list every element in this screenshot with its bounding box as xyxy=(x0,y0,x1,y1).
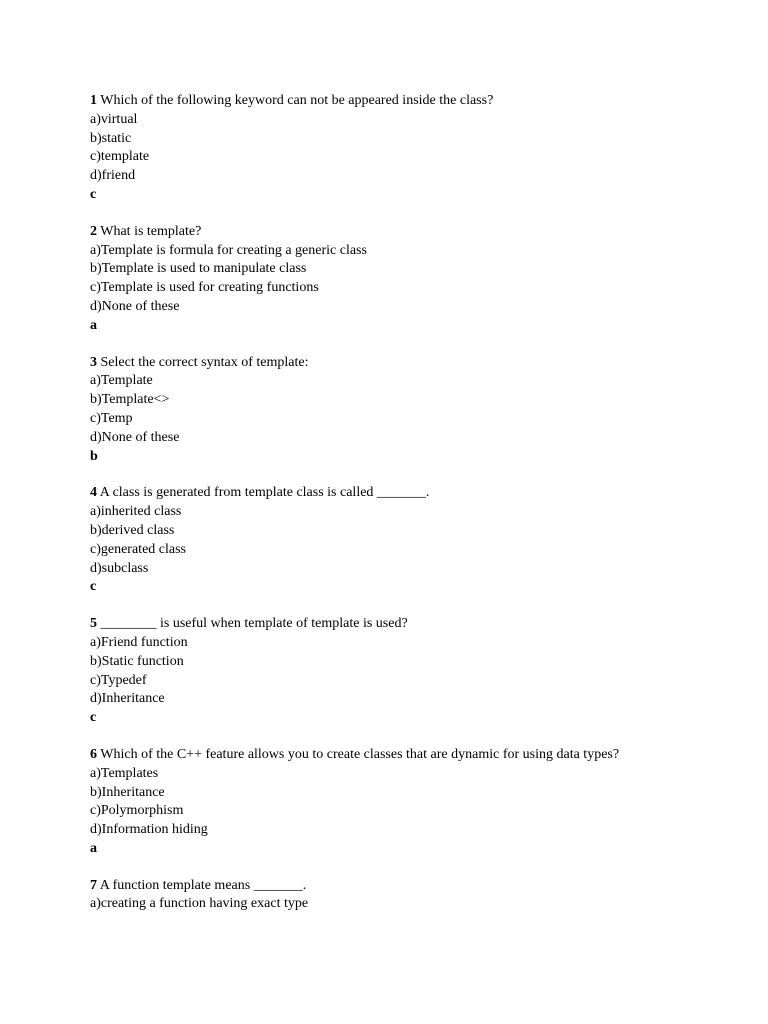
option-b: b)derived class xyxy=(90,522,175,538)
answer-key: c xyxy=(90,710,97,726)
question-line xyxy=(90,877,750,896)
question-number: 7 xyxy=(90,877,97,893)
option-b: b)Static function xyxy=(90,653,184,669)
question-number: 5 xyxy=(90,616,97,632)
question-text: Which of the following keyword can not be appeared inside the class? xyxy=(100,93,494,108)
option-c: c)Polymorphism xyxy=(90,803,184,819)
question-line xyxy=(90,746,750,765)
option-b: b)Template is used to manipulate class xyxy=(90,261,307,277)
question-number: 2 xyxy=(90,223,97,239)
option-c: c)Template is used for creating functions xyxy=(90,280,319,296)
option-d: d)None of these xyxy=(90,429,180,445)
answer-key: c xyxy=(90,186,97,202)
answer-key: c xyxy=(90,579,97,595)
option-d: d)friend xyxy=(90,168,136,184)
option-a: a)Template is formula for creating a generic class xyxy=(90,242,367,258)
answer-key: a xyxy=(90,317,97,333)
option-a: a)creating a function having exact type xyxy=(90,896,309,912)
option-d: d)None of these xyxy=(90,298,180,314)
option-b: b)Template<> xyxy=(90,392,170,408)
option-d: d)Information hiding xyxy=(90,822,208,838)
question-line xyxy=(90,92,750,111)
option-a: a)inherited class xyxy=(90,504,182,520)
question-line xyxy=(90,354,750,373)
question-5 xyxy=(90,615,750,728)
option-b: b)Inheritance xyxy=(90,784,165,800)
question-text: ________ is useful when template of template is used? xyxy=(100,616,408,632)
question-2 xyxy=(90,223,750,336)
document-page xyxy=(90,92,750,932)
question-1 xyxy=(90,92,750,205)
answer-key: b xyxy=(90,448,98,464)
question-number: 1 xyxy=(90,93,97,108)
question-text: A function template means _______. xyxy=(99,877,307,893)
option-b: b)static xyxy=(90,130,132,146)
option-c: c)Typedef xyxy=(90,672,147,688)
question-text: A class is generated from template class is called _______. xyxy=(99,485,430,501)
question-line xyxy=(90,615,750,634)
option-c: c)template xyxy=(90,149,150,165)
answer-key: a xyxy=(90,840,97,856)
option-a: a)virtual xyxy=(90,111,138,127)
question-number: 3 xyxy=(90,354,97,370)
question-4 xyxy=(90,484,750,597)
question-3 xyxy=(90,354,750,467)
question-text: What is template? xyxy=(100,223,202,239)
option-a: a)Friend function xyxy=(90,634,188,650)
question-text: Select the correct syntax of template: xyxy=(100,354,309,370)
question-6 xyxy=(90,746,750,859)
question-7 xyxy=(90,877,750,915)
question-number: 6 xyxy=(90,746,97,762)
option-d: d)subclass xyxy=(90,560,149,576)
question-line xyxy=(90,223,750,242)
option-a: a)Templates xyxy=(90,765,159,781)
option-a: a)Template xyxy=(90,373,153,389)
option-c: c)generated class xyxy=(90,541,186,557)
question-text: Which of the C++ feature allows you to create classes that are dynamic for using data types? xyxy=(100,746,620,762)
option-d: d)Inheritance xyxy=(90,691,165,707)
question-number: 4 xyxy=(90,485,97,501)
question-line xyxy=(90,484,750,503)
option-c: c)Temp xyxy=(90,410,133,426)
